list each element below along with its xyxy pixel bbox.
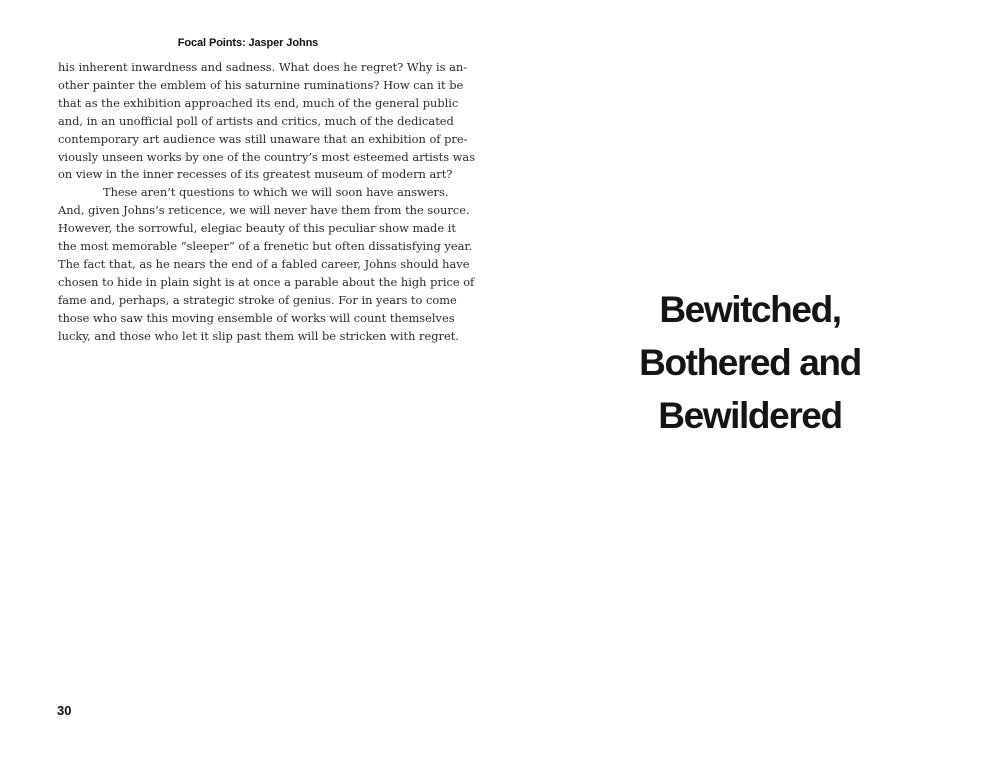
paragraph-1 — [58, 59, 476, 184]
paragraph-2 — [58, 184, 475, 345]
chapter-title-line: Bewildered — [658, 395, 842, 436]
chapter-title-line: Bewitched, — [659, 289, 841, 330]
text-line: on view in the inner recesses of its greatest museum of modern art? — [58, 167, 453, 182]
page-number: 30 — [57, 703, 72, 718]
chapter-title-line: Bothered and — [639, 342, 861, 383]
body-text — [58, 59, 476, 346]
chapter-title — [500, 283, 1000, 442]
running-head: Focal Points: Jasper Johns — [177, 37, 319, 49]
text-line: his inherent inwardness and sadness. What does he regret? Why is an- — [58, 60, 468, 74]
text-line: chosen to hide in plain sight is at once a parable about the high price of — [58, 274, 475, 289]
text-line: and, in an unofficial poll of artists and critics, much of the dedicated — [58, 113, 454, 128]
text-line: fame and, perhaps, a strategic stroke of genius. For in years to come — [58, 292, 457, 307]
text-line: the most memorable “sleeper” of a frenetic but often dissatisfying year. — [58, 239, 473, 254]
right-page — [500, 0, 1000, 757]
text-line: contemporary art audience was still unaware that an exhibition of pre- — [58, 131, 468, 146]
text-line: that as the exhibition approached its end, much of the general public — [58, 95, 459, 110]
text-line: And, given Johns’s reticence, we will never have them from the source. — [58, 203, 470, 218]
text-line: However, the sorrowful, elegiac beauty of this peculiar show made it — [58, 221, 456, 236]
text-line: those who saw this moving ensemble of works will count themselves — [58, 310, 455, 325]
text-line: The fact that, as he nears the end of a fabled career, Johns should have — [58, 256, 470, 271]
text-line: other painter the emblem of his saturnine ruminations? How can it be — [58, 77, 464, 92]
text-line: viously unseen works by one of the country’s most esteemed artists was — [58, 149, 476, 164]
text-line: lucky, and those who let it slip past them will be stricken with regret. — [58, 328, 459, 343]
text-line: These aren’t questions to which we will soon have answers. — [103, 185, 449, 200]
